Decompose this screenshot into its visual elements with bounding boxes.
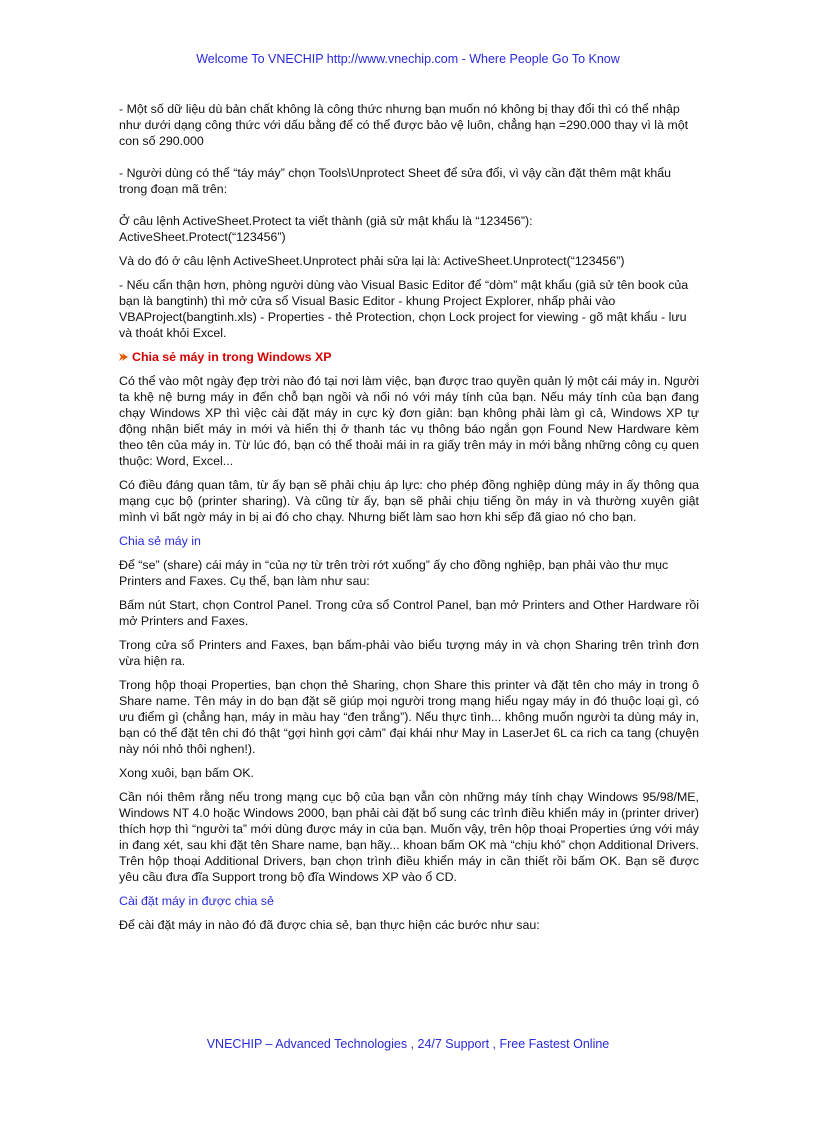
- document-body: [119, 101, 699, 941]
- paragraph: Cần nói thêm rằng nếu trong mạng cục bộ của bạn vẫn còn những máy tính chạy Windows 95/98/ME, Windows NT 4.0 hoặc Windows 2000, bạn phải cài đặt bổ sung các trình điều khiển máy in (printer driver) thích hợp thì “người ta” mới dùng được máy in của bạn. Muốn vậy, trên hộp thoại Properties ứng với máy in đang xét, sau khi đặt tên Share name, bạn hãy... khoan bấm OK mà “chịu khó” chọn Additional Drivers. Trên hộp thoại Additional Drivers, bạn chọn trình điều khiển máy in cần thiết rồi bấm OK. Bạn sẽ được yêu cầu đưa đĩa Support trong bộ đĩa Windows XP vào ổ CD.: [119, 790, 699, 884]
- paragraph: Để cài đặt máy in nào đó đã được chia sẻ, bạn thực hiện các bước như sau:: [119, 918, 540, 932]
- paragraph: - Nếu cẩn thận hơn, phòng người dùng vào Visual Basic Editor để “dòm” mật khẩu (giả sử tên book của bạn là bangtinh) thì mở cửa sổ Visual Basic Editor - khung Project Explorer, nhấp phải vào VBAProject(bangtinh.xls) - Properties - thẻ Protection, chọn Lock project for viewing - gõ mật khẩu - lưu và thoát khỏi Excel.: [119, 278, 689, 340]
- paragraph: Và do đó ở câu lệnh ActiveSheet.Unprotect phải sửa lại là: ActiveSheet.Unprotect(“123456”): [119, 254, 625, 268]
- paragraph-line: Ở câu lệnh ActiveSheet.Protect ta viết thành (giả sử mật khẩu là “123456”):: [119, 214, 533, 228]
- paragraph: Trong cửa sổ Printers and Faxes, bạn bấm-phải vào biểu tượng máy in và chọn Sharing trên trình đơn vừa hiện ra.: [119, 638, 699, 668]
- section-title-text: Chia sẻ máy in trong Windows XP: [132, 350, 332, 364]
- paragraph: Để “se” (share) cái máy in “của nợ từ trên trời rớt xuống” ấy cho đồng nghiệp, bạn phải vào thư mục Printers and Faxes. Cụ thể, bạn làm như sau:: [119, 558, 669, 588]
- paragraph: Bấm nút Start, chọn Control Panel. Trong cửa sổ Control Panel, bạn mở Printers and Other Hardware rồi mở Printers and Faxes.: [119, 598, 699, 628]
- page-footer: VNECHIP – Advanced Technologies , 24/7 Support , Free Fastest Online: [206, 1037, 610, 1051]
- paragraph-line: ActiveSheet.Protect(“123456”): [119, 230, 286, 244]
- page-header: Welcome To VNECHIP http://www.vnechip.com - Where People Go To Know: [196, 52, 620, 66]
- subsection-title: Chia sẻ máy in: [119, 534, 201, 548]
- paragraph: - Một số dữ liệu dù bản chất không là công thức nhưng bạn muốn nó không bị thay đổi thì có thể nhập như dưới dạng công thức với dấu bằng để có thể được bảo vệ luôn, chẳng hạn =290.000 thay vì là một con số 290.000: [119, 102, 689, 148]
- paragraph: [119, 213, 699, 245]
- paragraph: Có điều đáng quan tâm, từ ấy bạn sẽ phải chịu áp lực: cho phép đồng nghiệp dùng máy in ấy thông qua mạng cục bộ (printer sharing). Và cũng từ ấy, bạn sẽ phải chịu tiếng ồn máy in và thường xuyên giật mình vì bất ngờ máy in bị ai đó cho chạy. Nhưng biết làm sao hơn khi sếp đã giao nó cho bạn.: [119, 478, 699, 524]
- subsection-title: Cài đặt máy in được chia sẻ: [119, 894, 274, 908]
- paragraph: Xong xuôi, bạn bấm OK.: [119, 766, 255, 780]
- paragraph: Có thể vào một ngày đẹp trời nào đó tại nơi làm việc, bạn được trao quyền quản lý một cái máy in. Người ta khệ nệ bưng máy in đến chỗ bạn ngồi và nối nó với máy tính của bạn. Nếu máy tính của bạn đang chạy Windows XP thì việc cài đặt máy in cực kỳ đơn giản: bạn không phải làm gì cả, Windows XP tự động nhận biết máy in mới và hiển thị ở thanh tác vụ thông báo ngắn gọn Found New Hardware kèm theo tên của máy in. Từ lúc đó, bạn có thể thoải mái in ra giấy trên máy in mới bằng những công cụ quen thuộc: Word, Excel...: [119, 374, 699, 468]
- section-title: [119, 349, 699, 365]
- paragraph: - Người dùng có thể “táy máy” chọn Tools\Unprotect Sheet để sửa đổi, vì vậy cần đặt thêm mật khẩu trong đoạn mã trên:: [119, 166, 672, 196]
- arrow-right-icon: [119, 352, 129, 362]
- paragraph: Trong hộp thoại Properties, bạn chọn thẻ Sharing, chọn Share this printer và đặt tên cho máy in trong ô Share name. Tên máy in do bạn đặt sẽ giúp mọi người trong mạng hiểu ngay máy in đó thuộc loại gì, có ưu điểm gì (chẳng hạn, máy in màu hay “đen trắng”). Nếu thực tình... không muốn người ta dùng máy in, bạn có thể đặt tên chi đó thật “gợi hình gợi cảm” đại khái như May in LaserJet 6L ca rich ca tang (chuyện này nói nhỏ thôi nghen!).: [119, 678, 699, 756]
